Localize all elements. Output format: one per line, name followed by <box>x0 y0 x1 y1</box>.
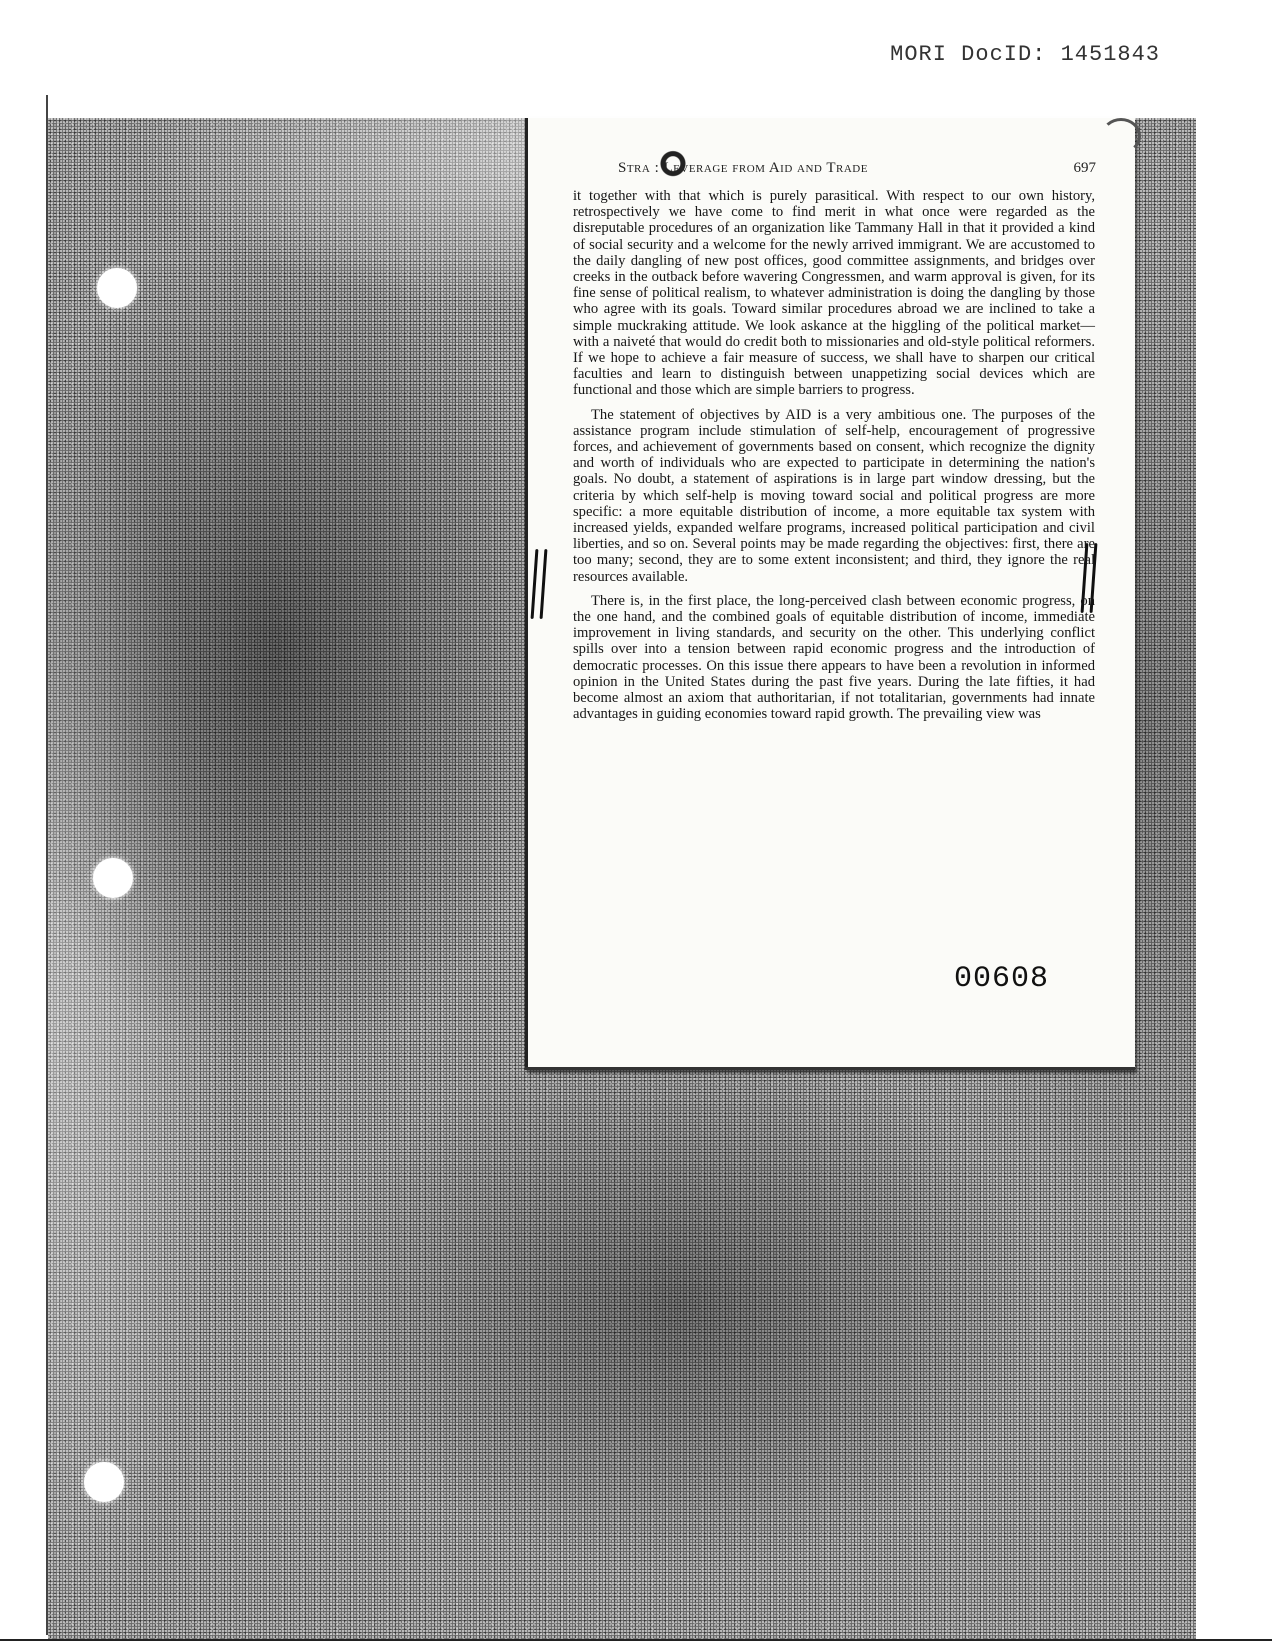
margin-mark-left-icon <box>533 549 547 619</box>
running-head <box>580 158 1110 186</box>
paragraph-2: The statement of objectives by AID is a very ambitious one. The purposes of the assistance program include stimulation of self-help, encouragement of progressive forces, and achievement of governments based on consent, which recognize the dignity and worth of individuals who are expected to participate in determining the nation's goals. No doubt, a statement of aspirations is in large part window dressing, but the criteria by which self-help is moving toward social and political progress are more specific: a more equitable distribution of income, a more equitable tax system with increased yields, expanded welfare programs, increased political participation and civil liberties, and so on. Several points may be made regarding the objectives: first, there are too many; second, they are to some extent inconsistent; and third, they ignore the real resources available. <box>573 406 1095 585</box>
article-clipping <box>525 118 1135 1070</box>
page-number: 697 <box>1073 160 1096 176</box>
paragraph-1: it together with that which is purely parasitical. With respect to our own history, retrospectively we have come to find merit in what once were regarded as the disreputable procedures of an organization like Tammany Hall in that it provided a kind of social security and a welcome for the newly arrived immigrant. We are accustomed to the daily dangling of new post offices, good committee assignments, and bridges over creeks in the outback before wavering Congressmen, and warm approval is given, for its fine sense of political realism, to whatever administration is doing the dangling by those who agree with its goals. Toward similar procedures abroad we are inclined to take a simple muckraking attitude. We look askance at the higgling of the political market—with a naiveté that would do credit both to missionaries and old-style political reformers. If we hope to achieve a fair measure of success, we shall have to sharpen our critical faculties and learn to distinguish between unappetizing social devices which are functional and those which are simple barriers to progress. <box>573 188 1095 399</box>
article-body <box>573 188 1095 731</box>
punch-hole-middle <box>93 858 133 898</box>
bottom-page-rule <box>0 1639 1272 1641</box>
paragraph-3: There is, in the first place, the long-perceived clash between economic progress, on the one hand, and the combined goals of equitable distribution of income, immediate improvement in living standards, and security on the other. This underlying conflict spills over into a tension between rapid economic progress and the introduction of democratic processes. On this issue there appears to have been a revolution in informed opinion in the United States during the past five years. During the late fifties, it had become almost an axiom that authoritarian, if not totalitarian, governments had innate advantages in guiding economies toward rapid growth. The prevailing view was <box>573 592 1095 723</box>
punch-hole-top <box>97 268 137 308</box>
punch-hole-bottom <box>84 1462 124 1502</box>
staple-curl-icon <box>1101 118 1141 154</box>
clipping-bottom-edge <box>525 1067 1135 1070</box>
running-title: Stra : Leverage from Aid and Trade <box>618 160 868 176</box>
document-number-stamp: 00608 <box>953 962 1049 996</box>
clipping-left-edge <box>525 118 528 1070</box>
doc-id-header: MORI DocID: 1451843 <box>890 42 1160 67</box>
